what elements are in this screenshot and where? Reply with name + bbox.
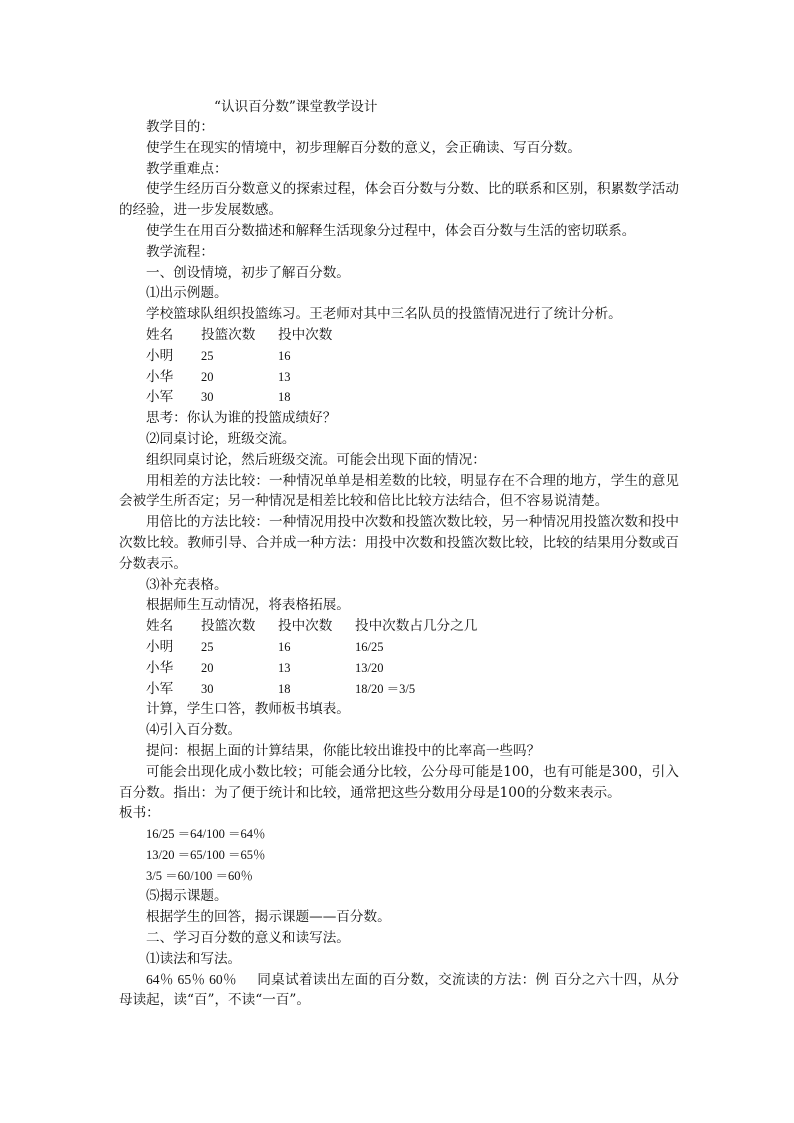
- percent-examples: 64％ 65％ 60％: [146, 971, 237, 987]
- heading-objectives: 教学目的：: [146, 119, 214, 135]
- table-row: [119, 346, 679, 367]
- table-cell: 16/25: [355, 639, 384, 654]
- paragraph: 可能会出现化成小数比较；可能会通分比较，公分母可能是100，也有可能是300，引入百分数。指出：为了便于统计和比较，通常把这些分数用分母是100的分数来表示。: [119, 763, 679, 801]
- table-extended-stats: [119, 616, 679, 699]
- table-cell: 13: [278, 369, 291, 384]
- table-row: [119, 637, 679, 658]
- table-header-cell: 投篮次数: [201, 618, 256, 635]
- table-cell: 30: [201, 681, 214, 696]
- paragraph: 思考：你认为谁的投篮成绩好？: [146, 410, 337, 427]
- table-cell: 小军: [146, 680, 174, 697]
- paragraph: [119, 970, 679, 1012]
- table-cell: 13/20: [355, 660, 384, 675]
- table-cell: 小明: [146, 347, 174, 364]
- paragraph: 提问：根据上面的计算结果，你能比较出谁投中的比率高一些吗？: [146, 742, 541, 759]
- step-heading: ⑸揭示课题。: [146, 888, 228, 905]
- table-shooting-stats: [119, 325, 679, 408]
- table-header-row: [119, 616, 679, 637]
- paragraph: 计算，学生口答，教师板书填表。: [146, 701, 350, 718]
- heading-process: 教学流程：: [146, 243, 214, 260]
- table-header-cell: 投篮次数: [201, 326, 256, 343]
- heading-key-points: 教学重难点：: [146, 160, 228, 177]
- table-header-cell: 投中次数: [278, 326, 333, 343]
- step-heading: ⑴读法和写法。: [146, 950, 242, 967]
- paragraph: 板书：: [119, 805, 160, 822]
- table-cell: 16: [278, 639, 291, 654]
- table-cell: 25: [201, 639, 214, 654]
- paragraph: 用倍比的方法比较：一种情况用投中次数和投篮次数比较，另一种情况用投篮次数和投中次数比较。教师引导、合并成一种方法：用投中次数和投篮次数比较，比较的结果用分数或百分数表示。: [119, 514, 679, 572]
- paragraph: 使学生经历百分数意义的探索过程，体会百分数与分数、比的联系和区别，积累数学活动的经验，进一步发展数感。: [119, 181, 679, 219]
- table-cell: 16: [278, 348, 291, 363]
- table-cell: 小明: [146, 638, 174, 655]
- paragraph: 组织同桌讨论，然后班级交流。可能会出现下面的情况：: [146, 451, 486, 468]
- paragraph: 使学生在现实的情境中，初步理解百分数的意义，会正确读、写百分数。: [146, 139, 581, 156]
- table-header-row: [119, 325, 679, 346]
- table-cell: 18: [278, 390, 291, 405]
- step-heading: ⑷引入百分数。: [146, 722, 242, 739]
- table-cell: 18: [278, 681, 291, 696]
- equation: 16/25 ＝64/100 ＝64％: [146, 827, 266, 842]
- table-cell: 小华: [146, 368, 174, 385]
- section-heading: 一、创设情境，初步了解百分数。: [146, 264, 350, 281]
- table-cell: 小华: [146, 659, 174, 676]
- paragraph: 使学生在用百分数描述和解释生活现象分过程中，体会百分数与生活的密切联系。: [146, 222, 636, 239]
- paragraph: 用相差的方法比较：一种情况单单是相差数的比较，明显存在不合理的地方，学生的意见会被学生所否定；另一种情况是相差比较和倍比比较方法结合，但不容易说清楚。: [119, 472, 679, 510]
- table-cell: 小军: [146, 389, 174, 406]
- table-header-cell: 投中次数: [278, 618, 333, 635]
- table-row: [119, 387, 679, 408]
- step-heading: ⑵同桌讨论，班级交流。: [146, 430, 296, 447]
- paragraph-text: 同桌试着读出左面的百分数，交流读的方法：例 百分之六十四，从分母读起，读“百”，不读“一百”。: [119, 971, 680, 1009]
- step-heading: ⑴出示例题。: [146, 285, 228, 302]
- document-body: [119, 117, 679, 1011]
- table-cell: 30: [201, 390, 214, 405]
- table-header-cell: 姓名: [146, 618, 174, 635]
- paragraph: 学校篮球队组织投篮练习。王老师对其中三名队员的投篮情况进行了统计分析。: [146, 306, 622, 323]
- step-heading: ⑶补充表格。: [146, 576, 228, 593]
- table-row: [119, 679, 679, 700]
- table-cell: 20: [201, 660, 214, 675]
- document-title: “认识百分数”课堂教学设计: [214, 99, 378, 115]
- table-cell: 18/20 ＝3/5: [355, 681, 416, 696]
- table-cell: 13: [278, 660, 291, 675]
- table-cell: 25: [201, 348, 214, 363]
- equation: 13/20 ＝65/100 ＝65％: [146, 847, 266, 862]
- table-header-cell: 投中次数占几分之几: [355, 618, 478, 635]
- equation: 3/5 ＝60/100 ＝60％: [146, 868, 253, 883]
- table-row: [119, 367, 679, 388]
- table-header-cell: 姓名: [146, 326, 174, 343]
- table-cell: 20: [201, 369, 214, 384]
- paragraph: 根据学生的回答，揭示课题——百分数。: [146, 909, 391, 926]
- paragraph: 根据师生互动情况，将表格拓展。: [146, 597, 350, 614]
- table-row: [119, 658, 679, 679]
- section-heading: 二、学习百分数的意义和读写法。: [146, 930, 350, 947]
